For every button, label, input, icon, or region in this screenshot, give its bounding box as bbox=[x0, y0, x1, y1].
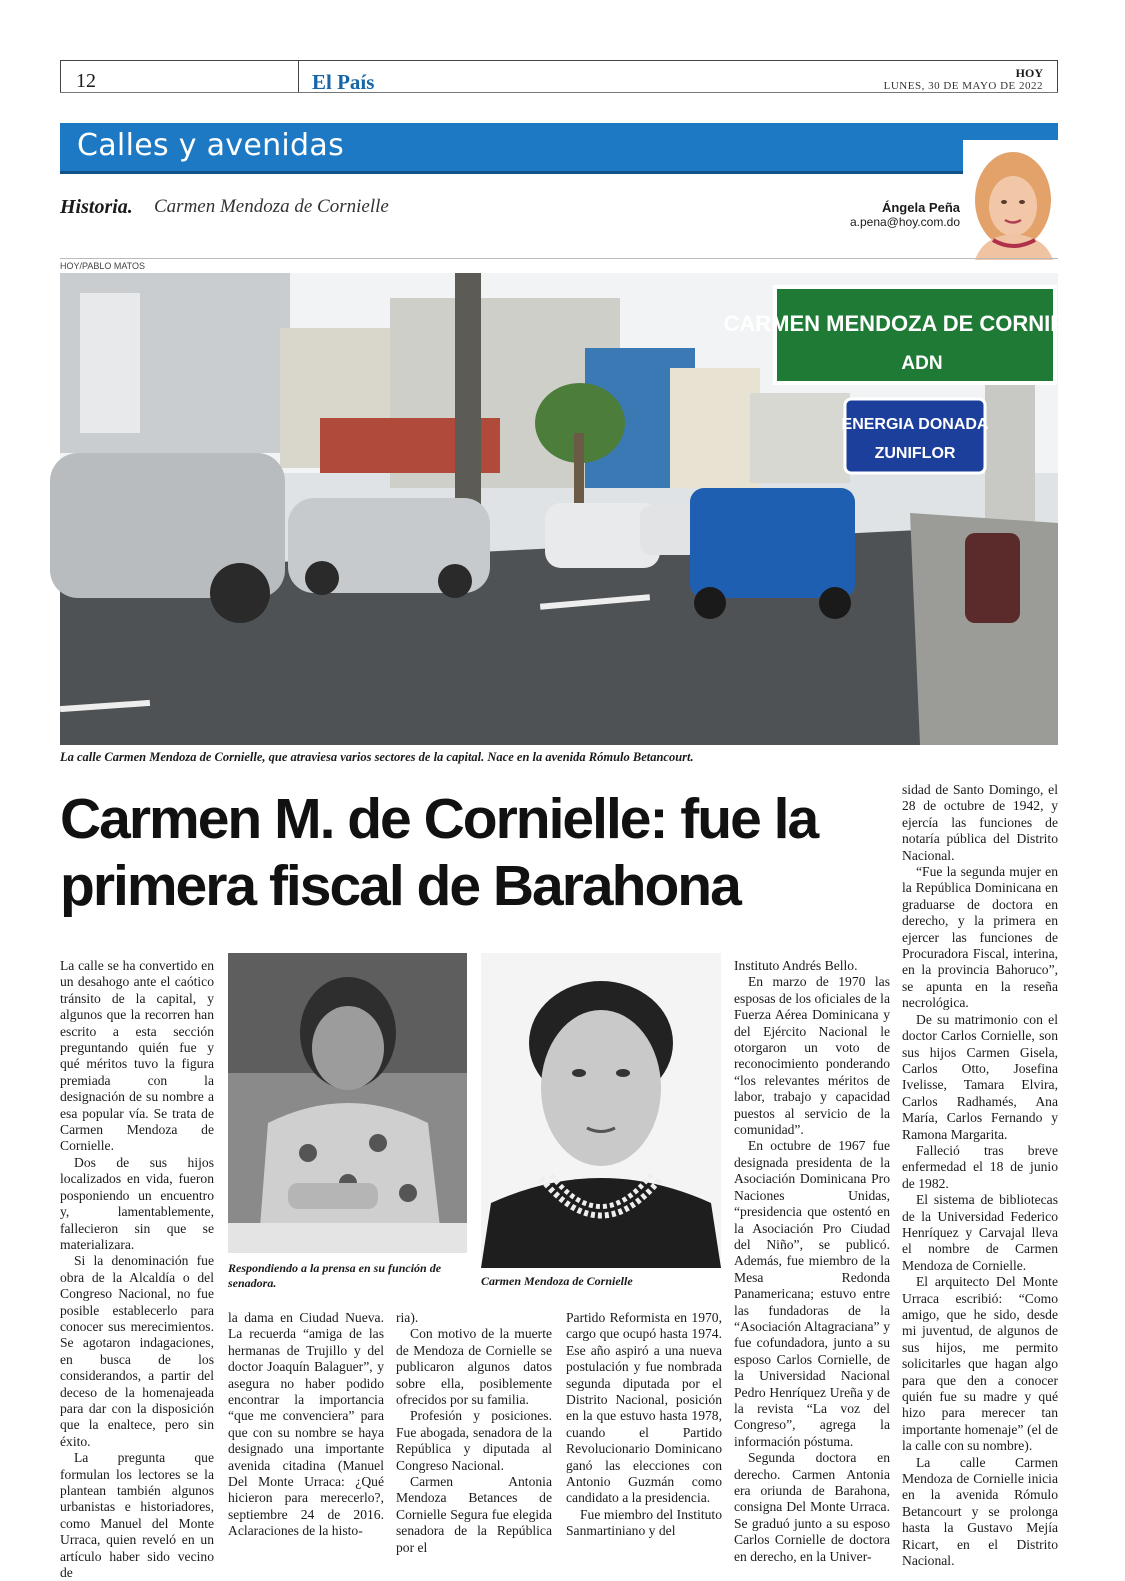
article-column-1 bbox=[60, 958, 214, 1581]
paragraph: Partido Reformista en 1970, cargo que ocupó hasta 1974. Ese año aspiró a una nueva postulación y fue nombrada segunda diputada por el Distrito Nacional, posición en la que estuvo hasta 1978, cuando el Partido Revolucionario Dominicano ganó las elecciones con Antonio Guzmán como candidato a la presidencia. bbox=[566, 1310, 722, 1506]
header-bottom-rule bbox=[60, 92, 1058, 93]
paragraph: La pregunta que formulan los lectores se la plantean también algunos urbanistas e historiadores, como Manuel del Monte Urraca, quien reveló en un artículo haber sido vecino de bbox=[60, 1450, 214, 1581]
paragraph: sidad de Santo Domingo, el 28 de octubre de 1942, y ejercía las funciones de notaría pública del Distrito Nacional. bbox=[902, 782, 1058, 863]
author-photo bbox=[963, 140, 1059, 260]
headline: Carmen M. de Cornielle: fue la primera fiscal de Barahona bbox=[60, 787, 818, 918]
author-email: a.pena@hoy.com.do bbox=[849, 215, 960, 229]
paragraph: Instituto Andrés Bello. bbox=[734, 958, 858, 973]
paragraph: Falleció tras breve enfermedad el 18 de junio de 1982. bbox=[902, 1142, 1058, 1191]
street-photo bbox=[60, 273, 1107, 745]
header-divider bbox=[298, 60, 299, 92]
kicker-rule bbox=[60, 258, 1058, 259]
photo-caption-portrait: Carmen Mendoza de Cornielle bbox=[481, 1274, 633, 1288]
header-divider bbox=[1057, 60, 1058, 92]
article-column-2 bbox=[228, 1310, 384, 1540]
article-column-4 bbox=[566, 1310, 722, 1540]
section-name: El País bbox=[312, 70, 375, 94]
newspaper-brand: HOY bbox=[1015, 66, 1043, 80]
paragraph: En octubre de 1967 fue designada presidenta de la Asociación Dominicana Pro Naciones Unidas, “presidencia que ostentó en la Asociación Pro Ciudad del Niño”, se publicó. Además, fue miembro de la Mesa Redonda Panamericana; estuvo entre las fundadoras de la “Asociación Altagraciana” y fue cofundadora, junto a su esposo Carlos Cornielle, de la Universidad Nacional Pedro Henríquez Ureña y de la revista “La voz del Congreso”, agrega la información póstuma. bbox=[734, 1138, 890, 1449]
main-photo-caption: La calle Carmen Mendoza de Cornielle, que atraviesa varios sectores de la capital. Nace en la avenida Rómulo Betancourt. bbox=[60, 750, 694, 764]
header-top-rule bbox=[60, 60, 1058, 61]
paragraph: ria). bbox=[396, 1310, 419, 1325]
energy-sign-line2: ZUNIFLOR bbox=[874, 445, 956, 462]
paragraph: “Fue la segunda mujer en la República Dominicana en graduarse de doctora en derecho, y la primera en ejercer las funciones de Procuradora Fiscal, interina, en la provincia Bahoruco”, se apunta en la reseña necrológica. bbox=[902, 864, 1058, 1011]
paragraph: El arquitecto Del Monte Urraca escribió: “Como amigo, que he sido, desde mi juventud, de algunos de sus hijos, me permito solicitarles que hagan algo para que den a conocer quién fue su madre y qué hizo para merecer tan importante homenaje” (el de la calle con su nombre). bbox=[902, 1274, 1058, 1454]
paragraph: Dos de sus hijos localizados en vida, fueron posponiendo un encuentro y, lamentablemente, fallecieron sin que se materializara. bbox=[60, 1154, 214, 1252]
paragraph: la dama en Ciudad Nueva. La recuerda “amiga de las hermanas de Trujillo y del doctor Joaquín Balaguer”, y asegura no haber podido encontrar la importancia “que me convenciera” para que con su nombre se haya designado una importante avenida citadina (Manuel Del Monte Urraca: ¿Qué hicieron para merecerlo?, septiembre 24 de 2016. Aclaraciones de la histo- bbox=[228, 1310, 384, 1539]
author-name: Ángela Peña bbox=[881, 200, 960, 215]
paragraph: El sistema de bibliotecas de la Universidad Federico Henríquez y Carvajal lleva el nombre de Carmen Mendoza de Cornielle. bbox=[902, 1192, 1058, 1273]
page-number: 12 bbox=[76, 70, 96, 92]
paragraph: Carmen Antonia Mendoza Betances de Cornielle Segura fue elegida senadora de la República por el bbox=[396, 1474, 552, 1555]
paragraph: Fue miembro del Instituto Sanmartiniano y del bbox=[566, 1506, 722, 1539]
senator-press-photo bbox=[228, 953, 467, 1253]
paragraph: Profesión y posiciones. Fue abogada, senadora de la República y diputada al Congreso Nacional. bbox=[396, 1408, 552, 1473]
banner-title: Calles y avenidas bbox=[77, 128, 345, 163]
portrait-photo bbox=[481, 953, 721, 1268]
paragraph: Si la denominación fue obra de la Alcaldía o del Congreso Nacional, no fue posible establecerlo para conocer sus merecimientos. Se agotaron indagaciones, en busca de los considerandos, a partir del deceso de la homenajeada para dar con la disposición que la enaltece, pero sin éxito. bbox=[60, 1253, 214, 1449]
paragraph: En marzo de 1970 las esposas de los oficiales de la Fuerza Aérea Dominicana y del Ejército Nacional le otorgaron un voto de reconocimiento ponderando “los relevantes méritos de labor, trabajo y capacidad puestos al servicio de la comunidad”. bbox=[734, 974, 890, 1138]
kicker-text: Carmen Mendoza de Cornielle bbox=[154, 196, 389, 217]
paragraph: La calle Carmen Mendoza de Cornielle inicia en la avenida Rómulo Betancourt y se prolonga hasta la Gustavo Mejía Ricart, en el Distrito Nacional. bbox=[902, 1454, 1058, 1569]
kicker-label: Historia. bbox=[60, 196, 133, 218]
street-sign-adn: ADN bbox=[901, 353, 943, 374]
energy-sign-line1: ENERGIA DONADA bbox=[841, 416, 989, 433]
article-column-3 bbox=[396, 1310, 552, 1556]
article-column-5 bbox=[734, 958, 890, 1565]
photo-credit: HOY/PABLO MATOS bbox=[60, 261, 146, 271]
issue-date: LUNES, 30 DE MAYO DE 2022 bbox=[883, 80, 1043, 92]
article-column-6 bbox=[902, 782, 1058, 1570]
photo-caption-senator: Respondiendo a la prensa en su función de senadora. bbox=[228, 1261, 442, 1290]
paragraph: Con motivo de la muerte de Mendoza de Cornielle se publicaron algunos datos sobre ella, posiblemente ofrecidos por su familia. bbox=[396, 1326, 552, 1408]
paragraph: Segunda doctora en derecho. Carmen Antonia era oriunda de Barahona, consigna Del Monte Urraca. Se graduó junto a su esposo Carlos Cornielle de doctora en derecho, en la Univer- bbox=[734, 1450, 890, 1564]
header-divider bbox=[60, 60, 61, 92]
street-sign-name: CARMEN MENDOZA DE CORNIELLE bbox=[723, 311, 1107, 336]
paragraph: La calle se ha convertido en un desahogo ante el caótico tránsito de la capital, y algunos que la recorren han escrito a esta sección preguntando quién fue y qué méritos tuvo la figura premiada con la designación de su nombre a esa popular vía. Se trata de Carmen Mendoza de Cornielle. bbox=[60, 958, 214, 1154]
paragraph: De su matrimonio con el doctor Carlos Cornielle, son sus hijos Carmen Gisela, Carlos Otto, Josefina Ivelisse, Tamara Elvira, Carlos Radhamés, Ana María, Carlos Fernando y Ramona Margarita. bbox=[902, 1011, 1058, 1142]
